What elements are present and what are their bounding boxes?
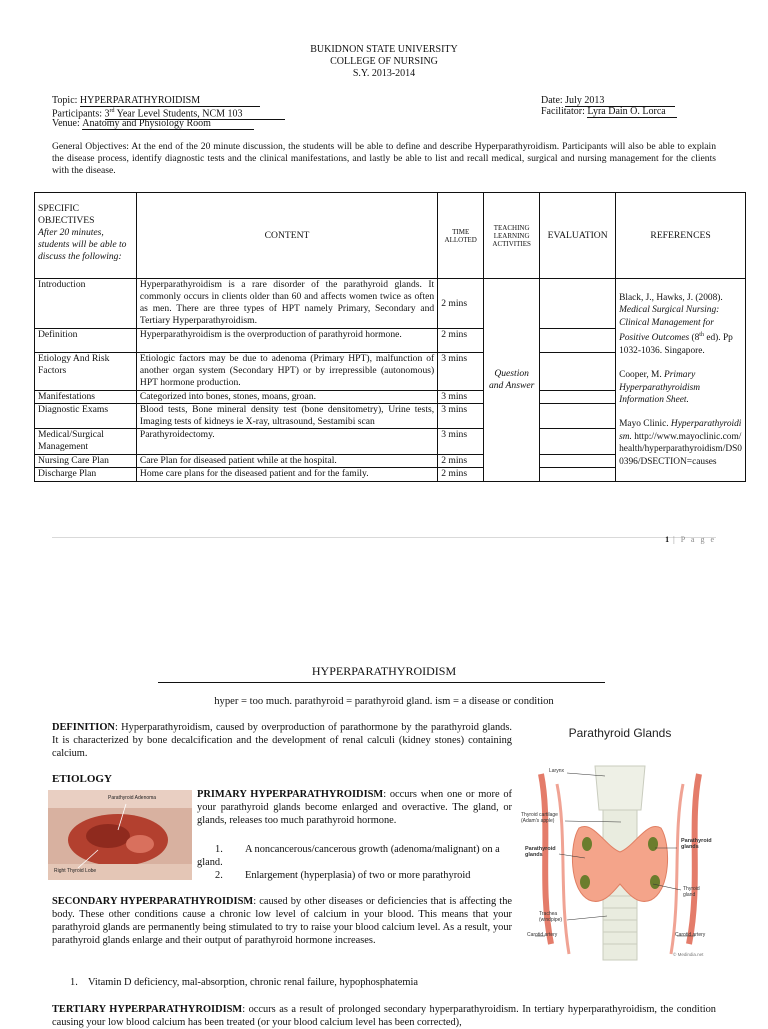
title-rule <box>158 682 605 683</box>
topic-line: Topic: HYPERPARATHYROIDISM <box>52 95 260 107</box>
row-content: Parathyroidectomy. <box>136 429 437 455</box>
definition-paragraph: DEFINITION: Hyperparathyroidism, caused by overproduction of parathormone by the parathyroid glands. It is characterized by bone decalcification and the development of renal calculi (kidney stones) containing calcium. <box>52 722 512 759</box>
row-content: Hyperparathyroidism is a rare disorder of the parathyroid glands. It commonly occurs in clients older than 60 and affects women twice as often as men. There are three types of HPT namely Primary, Secondary and Tertiary Hyperparathyroidism. <box>136 279 437 329</box>
etiology-heading: ETIOLOGY <box>52 773 112 785</box>
row-content: Home care plans for the diseased patient and for the family. <box>136 468 437 482</box>
teaching-activity-cell: Question and Answer <box>484 279 540 482</box>
adenoma-photo <box>48 790 192 880</box>
general-objectives: General Objectives: At the end of the 20 minute discussion, the students will be able to define and describe Hyperparathyroidism. Participants will also be able to explain the disease process, identify diagnostic tests and the clinical manifestations, and lastly be able to list and recall medical, surgical and nursing management for the clients with the disease. <box>52 141 716 176</box>
photo-label-top: Parathyroid Adenoma <box>108 795 157 801</box>
row-objective: Introduction <box>35 279 137 329</box>
row-time: 3 mins <box>438 404 484 429</box>
label-carotid-right: Carotid artery <box>675 932 706 938</box>
parathyroid-diagram <box>517 716 723 966</box>
secondary-paragraph: SECONDARY HYPERPARATHYROIDISM: caused by other diseases or deficiencies that is affecting the body. These other conditions cause a chronic low level of calcium in your blood. This means that your parathyroid glands are permanently being stimulated to try to raise your blood calcium level. As a result, your parathyroid glands enlarge and their output of parathyroid hormone increases. <box>52 896 513 946</box>
reference-1: Black, J., Hawks, J. (2008). Medical Surgical Nursing: Clinical Management for Positive Outcomes (8th ed). Pp 1032-1036. Singapore. <box>619 293 733 356</box>
venue-value: Anatomy and Physiology Room <box>82 119 254 130</box>
row-content: Categorized into bones, stones, moans, groan. <box>136 391 437 404</box>
row-time: 2 mins <box>438 279 484 329</box>
row-content: Etiologic factors may be due to adenoma (Primary HPT), malfunction of another organ system (Secondary HPT) or by irrepressible (autonomous) HPT hormone production. <box>136 353 437 391</box>
label-thyroid-cartilage: Thyroid cartilage (Adam's apple) <box>521 812 558 824</box>
row-evaluation <box>540 429 616 455</box>
row-objective: Etiology And Risk Factors <box>35 353 137 391</box>
row-time: 2 mins <box>438 455 484 468</box>
lesson-plan-table <box>34 192 746 482</box>
row-time: 3 mins <box>438 391 484 404</box>
diagram-title: Parathyroid Glands <box>568 726 672 740</box>
venue-line: Venue: Anatomy and Physiology Room <box>52 118 254 130</box>
table-header-row <box>35 193 746 279</box>
participants-value: 3rd Year Level Students, NCM 103 <box>105 106 285 120</box>
row-objective: Diagnostic Exams <box>35 404 137 429</box>
row-evaluation <box>540 353 616 391</box>
date-value: July 2013 <box>565 96 675 107</box>
row-evaluation <box>540 391 616 404</box>
header-content: CONTENT <box>136 193 437 279</box>
header-objectives: SPECIFIC OBJECTIVES After 20 minutes, students will be able to discuss the following: <box>35 193 137 279</box>
label-carotid-left: Carotid artery <box>527 932 558 938</box>
secondary-list-item: 1. Vitamin D deficiency, mal-absorption, chronic renal failure, hypophosphatemia <box>70 977 418 988</box>
row-evaluation <box>540 329 616 353</box>
label-parathyroid-left: Parathyroid glands <box>525 846 556 858</box>
etymology: hyper = too much. parathyroid = parathyroid gland. ism = a disease or condition <box>214 696 554 707</box>
label-thyroid-gland: Thyroid gland <box>683 886 700 898</box>
table-row <box>35 279 746 329</box>
facilitator-value: Lyra Dain O. Lorca <box>587 107 677 118</box>
header-time: TIME ALLOTED <box>438 193 484 279</box>
participants-line: Participants: 3rd Year Level Students, NCM 103 <box>52 106 285 120</box>
page-number: 1 | P a g e <box>665 535 716 544</box>
row-content: Hyperparathyroidism is the overproduction of parathyroid hormone. <box>136 329 437 353</box>
reference-3: Mayo Clinic. Hyperparathyroidism. http://www.mayoclinic.com/health/hyperparathyroidism/DS00396/DSECTION=causes <box>619 419 742 467</box>
page2-title: HYPERPARATHYROIDISM <box>311 664 457 678</box>
tertiary-paragraph: TERTIARY HYPERPARATHYROIDISM: occurs as a result of prolonged secondary hyperparathyroidism. In tertiary hyperparathyroidism, the condition causing your low blood calcium has been treated (or your blood calcium level has been corrected), <box>52 1004 716 1028</box>
diagram-credit: © Medindia.net <box>673 952 704 957</box>
row-time: 3 mins <box>438 353 484 391</box>
reference-2: Cooper, M. Primary Hyperparathyroidism Information Sheet. <box>619 370 700 405</box>
row-evaluation <box>540 404 616 429</box>
row-time: 2 mins <box>438 329 484 353</box>
row-content: Care Plan for diseased patient while at the hospital. <box>136 455 437 468</box>
primary-list-item: 2. Enlargement (hyperplasia) of two or more parathyroid <box>215 870 471 881</box>
primary-paragraph: PRIMARY HYPERPARATHYROIDISM: occurs when one or more of your parathyroid glands become enlarged and overactive. The gland, or glands, releases too much parathyroid hormone. <box>197 789 512 826</box>
topic-value: HYPERPARATHYROIDISM <box>80 96 260 107</box>
row-time: 3 mins <box>438 429 484 455</box>
row-content: Blood tests, Bone mineral density test (bone densitometry), Urine tests, Imaging tests of kidneys ie X-ray, ultrasound, Sestamibi scan <box>136 404 437 429</box>
label-larynx: Larynx <box>549 768 565 774</box>
row-objective: Manifestations <box>35 391 137 404</box>
header-activities: TEACHING LEARNING ACTIVITIES <box>484 193 540 279</box>
header-evaluation: EVALUATION <box>540 193 616 279</box>
college-name: COLLEGE OF NURSING <box>330 56 438 67</box>
row-evaluation <box>540 455 616 468</box>
primary-list-item: 1. A noncancerous/cancerous growth (adenoma/malignant) on a gland. <box>197 844 500 868</box>
label-parathyroid-right: Parathyroid glands <box>681 838 712 850</box>
row-objective: Nursing Care Plan <box>35 455 137 468</box>
row-time: 2 mins <box>438 468 484 482</box>
row-evaluation <box>540 468 616 482</box>
row-objective: Discharge Plan <box>35 468 137 482</box>
facilitator-line: Facilitator: Lyra Dain O. Lorca <box>541 106 677 118</box>
header-references: REFERENCES <box>616 193 746 279</box>
objectives-note: After 20 minutes, students will be able to discuss the following: <box>38 227 127 262</box>
photo-label-bottom: Right Thyroid Lobe <box>54 868 97 874</box>
university-name: BUKIDNON STATE UNIVERSITY <box>310 44 458 55</box>
date-line: Date: July 2013 <box>541 95 675 107</box>
references-cell <box>616 279 746 482</box>
label-trachea: Trachea (windpipe) <box>539 911 563 923</box>
school-year: S.Y. 2013-2014 <box>352 68 416 79</box>
row-objective: Medical/Surgical Management <box>35 429 137 455</box>
adenoma-photo-art <box>48 790 192 880</box>
row-evaluation <box>540 279 616 329</box>
row-objective: Definition <box>35 329 137 353</box>
